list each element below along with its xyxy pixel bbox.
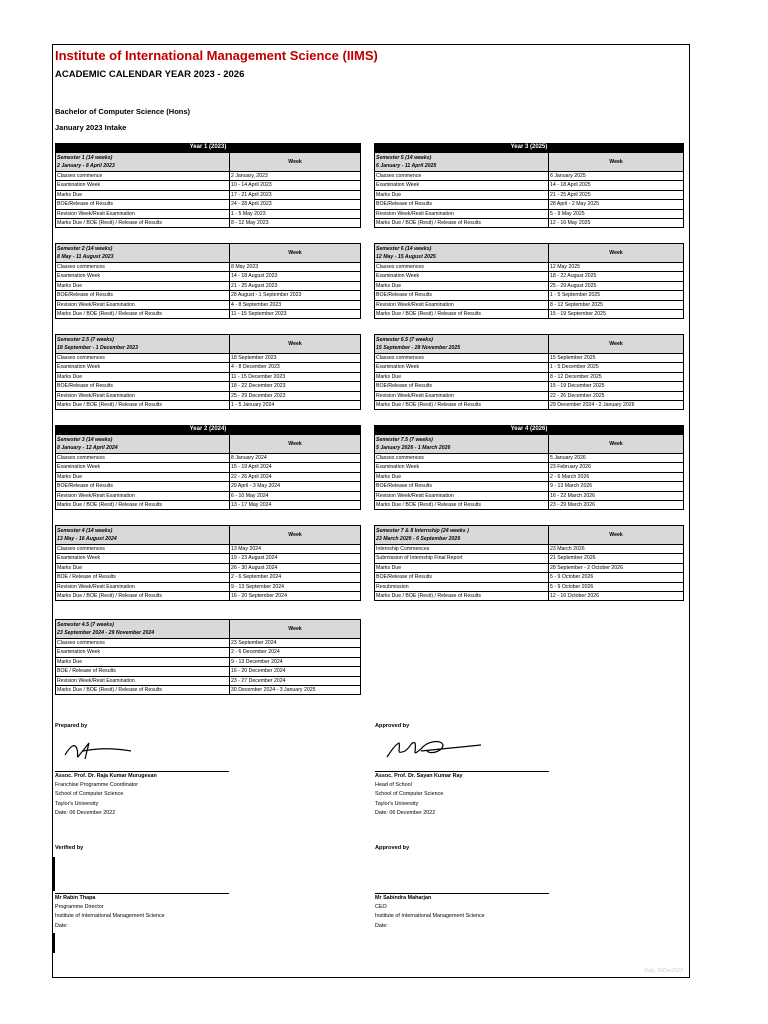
semester-table: [374, 334, 684, 410]
week-column-header: Week: [230, 244, 361, 263]
event-label: Resubmission: [375, 582, 549, 591]
event-label: Examination Week: [56, 272, 230, 281]
semester-table: [374, 152, 684, 228]
table-row: [375, 382, 684, 391]
table-row: [56, 391, 361, 400]
event-date: 16 - 20 December 2024: [230, 667, 361, 676]
event-date: 8 - 12 September 2025: [549, 300, 684, 309]
event-date: 4 - 8 September 2023: [230, 300, 361, 309]
table-row: [56, 657, 361, 666]
table-row: [375, 582, 684, 591]
event-label: BOE/Release of Results: [56, 200, 230, 209]
prepared-details: [55, 772, 157, 818]
event-date: 22 - 26 April 2024: [230, 472, 361, 481]
table-row: [375, 263, 684, 272]
week-column-header: Week: [549, 435, 684, 454]
semester-table: [55, 334, 361, 410]
approved2-line: Institute of International Management Science: [375, 913, 485, 920]
approved2-line: Date:: [375, 922, 388, 929]
table-row: [375, 491, 684, 500]
event-date: 13 - 17 May 2024: [230, 501, 361, 510]
event-label: Marks Due: [375, 190, 549, 199]
semester-dates: 8 January - 12 April 2024: [57, 445, 118, 451]
table-row: [375, 554, 684, 563]
programme-name: Bachelor of Computer Science (Hons): [55, 107, 191, 116]
table-row: [56, 401, 361, 410]
event-label: Revision Week/Resit Examination: [375, 491, 549, 500]
table-row: [56, 472, 361, 481]
approved2-details: [375, 894, 485, 931]
event-date: 30 December 2024 - 3 January 2025: [230, 686, 361, 695]
event-date: 23 September 2024: [230, 639, 361, 648]
approved-line: Head of School: [375, 782, 412, 789]
event-date: 5 - 9 October 2026: [549, 573, 684, 582]
event-label: Revision Week/Resit Examination: [56, 491, 230, 500]
event-label: BOE/Release of Results: [375, 291, 549, 300]
semester-dates: 23 March 2026 - 6 September 2026: [376, 536, 461, 542]
semester-title: Semester 2 (14 weeks): [57, 246, 113, 252]
semester-table: [55, 619, 361, 695]
table-row: [375, 200, 684, 209]
table-row: [56, 667, 361, 676]
semester-dates: 12 May - 15 August 2025: [376, 254, 436, 260]
event-date: 2 - 6 December 2024: [230, 648, 361, 657]
event-label: Marks Due / BOE (Resit) / Release of Results: [375, 401, 549, 410]
approved-details: [375, 772, 462, 818]
event-label: Marks Due / BOE (Resit) / Release of Results: [56, 310, 230, 319]
table-row: [375, 310, 684, 319]
event-label: Marks Due: [375, 472, 549, 481]
event-label: Classes commences: [56, 263, 230, 272]
event-date: 9 - 13 March 2026: [549, 482, 684, 491]
table-row: [56, 639, 361, 648]
table-row: [56, 363, 361, 372]
table-row: [56, 263, 361, 272]
event-date: 6 - 10 May 2024: [230, 491, 361, 500]
event-date: 10 - 14 April 2023: [230, 181, 361, 190]
semester-table: [55, 243, 361, 319]
table-row: [375, 501, 684, 510]
approved-by-label: Approved by: [375, 723, 410, 729]
event-date: 18 - 22 August 2025: [549, 272, 684, 281]
table-row: [56, 463, 361, 472]
semester-heading: [56, 153, 230, 172]
semester-title: Semester 7 & 8 Internship (24 weeks ): [376, 528, 469, 534]
event-label: BOE/Release of Results: [375, 573, 549, 582]
table-row: [375, 472, 684, 481]
event-label: Marks Due: [56, 372, 230, 381]
table-row: [56, 563, 361, 572]
event-label: Revision Week/Resit Examination: [56, 300, 230, 309]
table-row: [56, 491, 361, 500]
event-date: 12 - 16 May 2025: [549, 219, 684, 228]
verified-name: Mr Rabin Thapa: [55, 895, 96, 901]
event-date: 26 - 30 August 2024: [230, 563, 361, 572]
semester-dates: 5 January 2026 - 1 March 2026: [376, 445, 451, 451]
semester-title: Semester 4 (14 weeks): [57, 528, 113, 534]
event-label: Classes commences: [375, 263, 549, 272]
event-date: 21 - 25 August 2023: [230, 281, 361, 290]
table-row: [56, 272, 361, 281]
table-row: [375, 209, 684, 218]
week-column-header: Week: [549, 335, 684, 354]
table-row: [56, 382, 361, 391]
event-date: 28 April - 2 May 2025: [549, 200, 684, 209]
prepared-line: School of Computer Science: [55, 791, 124, 798]
event-label: Marks Due / BOE (Resit) / Release of Results: [56, 501, 230, 510]
event-label: Revision Week/Resit Examination: [56, 209, 230, 218]
event-date: 22 - 26 December 2025: [549, 391, 684, 400]
week-column-header: Week: [549, 244, 684, 263]
table-row: [56, 501, 361, 510]
semester-title: Semester 5 (14 weeks): [376, 155, 432, 161]
table-row: [56, 592, 361, 601]
approved-line: Date: 06 December 2022: [375, 809, 436, 816]
event-date: 9 - 13 December 2024: [230, 657, 361, 666]
table-row: [375, 482, 684, 491]
event-date: 28 September - 2 October 2026: [549, 563, 684, 572]
event-date: 15 - 19 April 2024: [230, 463, 361, 472]
event-date: 11 - 15 September 2023: [230, 310, 361, 319]
week-column-header: Week: [230, 435, 361, 454]
table-row: [375, 354, 684, 363]
year-bar-1: Year 1 (2023): [55, 143, 361, 152]
event-label: Examination Week: [56, 648, 230, 657]
approved-name: Assoc. Prof. Dr. Sayan Kumar Ray: [375, 773, 463, 779]
semester-heading: [56, 335, 230, 354]
event-label: Classes commence: [56, 172, 230, 181]
table-row: [56, 300, 361, 309]
event-date: 1 - 5 September 2025: [549, 291, 684, 300]
event-date: 12 - 16 October 2026: [549, 592, 684, 601]
event-label: Revision Week/Resit Examination: [375, 209, 549, 218]
event-date: 1 - 5 May 2023: [230, 209, 361, 218]
event-date: 25 - 29 August 2025: [549, 281, 684, 290]
table-row: [375, 272, 684, 281]
event-label: Marks Due: [56, 563, 230, 572]
semester-title: Semester 3 (14 weeks): [57, 437, 113, 443]
signature-sayan: [381, 733, 491, 765]
table-row: [56, 676, 361, 685]
approved2-name: Mr Sabindra Maharjan: [375, 895, 432, 901]
semester-heading: [375, 435, 549, 454]
event-date: 5 - 9 May 2025: [549, 209, 684, 218]
semester-title: Semester 4.5 (7 weeks): [57, 622, 114, 628]
semester-dates: 8 May - 11 August 2023: [57, 254, 114, 260]
event-label: Marks Due / BOE (Resit) / Release of Results: [375, 310, 549, 319]
semester-title: Semester 2.5 (7 weeks): [57, 337, 114, 343]
semester-heading: [375, 244, 549, 263]
event-label: Examination Week: [56, 181, 230, 190]
approved-line: Taylor's University: [375, 800, 419, 807]
event-label: BOE/Release of Results: [56, 382, 230, 391]
week-column-header: Week: [549, 526, 684, 545]
signature-raja: [61, 735, 141, 765]
semester-heading: [375, 153, 549, 172]
event-date: 18 - 22 December 2023: [230, 382, 361, 391]
week-column-header: Week: [230, 153, 361, 172]
semester-heading: [375, 335, 549, 354]
semester-title: Semester 1 (14 weeks): [57, 155, 113, 161]
semester-heading: [56, 244, 230, 263]
event-label: Marks Due: [375, 563, 549, 572]
intake-label: January 2023 Intake: [55, 123, 127, 132]
event-label: Examination Week: [56, 363, 230, 372]
table-row: [375, 281, 684, 290]
event-label: Classes commences: [56, 639, 230, 648]
semester-table: [374, 243, 684, 319]
event-date: 29 December 2024 - 2 January 2026: [549, 401, 684, 410]
semester-dates: 18 September - 1 December 2023: [57, 345, 139, 351]
table-row: [56, 200, 361, 209]
table-row: [56, 454, 361, 463]
event-date: 12 May 2025: [549, 263, 684, 272]
event-date: 2 January, 2023: [230, 172, 361, 181]
verified-line: Date:: [55, 922, 68, 929]
verified-by-label: Verified by: [55, 845, 84, 851]
verified-line: Programme Director: [55, 904, 104, 911]
event-date: 6 January 2025: [549, 172, 684, 181]
table-row: [375, 172, 684, 181]
year-bar-3: Year 3 (2025): [374, 143, 684, 152]
semester-heading: [56, 435, 230, 454]
approved-line: School of Computer Science: [375, 791, 444, 798]
verified-line: Institute of International Management Science: [55, 913, 165, 920]
table-row: [375, 454, 684, 463]
event-date: 4 - 8 December 2023: [230, 363, 361, 372]
semester-title: Semester 6 (14 weeks): [376, 246, 432, 252]
table-row: [56, 291, 361, 300]
event-label: Marks Due: [56, 281, 230, 290]
event-label: Classes commences: [375, 454, 549, 463]
semester-title: Semester 7.5 (7 weeks): [376, 437, 433, 443]
event-date: 16 - 22 March 2026: [549, 491, 684, 500]
event-label: Marks Due: [56, 472, 230, 481]
event-label: Marks Due / BOE (Resit) / Release of Results: [375, 501, 549, 510]
semester-table: [55, 152, 361, 228]
event-label: Marks Due: [375, 372, 549, 381]
event-label: Examination Week: [375, 272, 549, 281]
event-date: 15 September 2025: [549, 354, 684, 363]
table-row: [56, 686, 361, 695]
prepared-line: Date: 06 December 2022: [55, 809, 116, 816]
event-date: 23 March 2026: [549, 545, 684, 554]
event-label: Examination Week: [56, 554, 230, 563]
event-label: BOE / Release of Results: [56, 573, 230, 582]
event-label: Marks Due / BOE (Resit) / Release of Results: [56, 219, 230, 228]
verified-details: [55, 894, 165, 931]
table-row: [375, 291, 684, 300]
event-date: 18 September 2023: [230, 354, 361, 363]
semester-title: Semester 6.5 (7 weeks): [376, 337, 433, 343]
table-row: [375, 300, 684, 309]
event-date: 8 January 2024: [230, 454, 361, 463]
semester-dates: 2 January - 8 April 2023: [57, 163, 115, 169]
event-date: 19 - 23 August 2024: [230, 554, 361, 563]
event-date: 5 January 2026: [549, 454, 684, 463]
event-date: 23 - 29 March 2026: [549, 501, 684, 510]
table-row: [56, 372, 361, 381]
approved-by-label-2: Approved by: [375, 845, 410, 851]
table-row: [56, 310, 361, 319]
event-label: Internship Commences: [375, 545, 549, 554]
event-label: Submission of Internship Final Report: [375, 554, 549, 563]
table-row: [375, 573, 684, 582]
table-row: [56, 545, 361, 554]
event-date: 2 - 6 September 2024: [230, 573, 361, 582]
event-label: Revision Week/Resit Examination: [375, 300, 549, 309]
prepared-line: Taylor's University: [55, 800, 99, 807]
table-row: [375, 463, 684, 472]
event-date: 15 - 19 September 2025: [549, 310, 684, 319]
year-bar-2: Year 2 (2024): [55, 425, 361, 434]
week-column-header: Week: [230, 526, 361, 545]
event-label: Classes commences: [56, 354, 230, 363]
event-date: 23 February 2026: [549, 463, 684, 472]
week-column-header: Week: [230, 335, 361, 354]
table-row: [56, 573, 361, 582]
table-row: [56, 582, 361, 591]
event-label: Marks Due: [375, 281, 549, 290]
approved2-line: CEO: [375, 904, 387, 911]
table-row: [375, 545, 684, 554]
event-date: 11 - 15 December 2023: [230, 372, 361, 381]
event-label: Marks Due / BOE (Resit) / Release of Results: [56, 401, 230, 410]
table-row: [56, 482, 361, 491]
table-row: [375, 190, 684, 199]
table-row: [375, 401, 684, 410]
event-label: BOE/Release of Results: [375, 200, 549, 209]
event-label: Marks Due / BOE (Resit) / Release of Results: [375, 592, 549, 601]
event-label: Marks Due / BOE (Resit) / Release of Results: [375, 219, 549, 228]
semester-heading: [56, 526, 230, 545]
table-row: [375, 363, 684, 372]
event-date: 8 - 12 May 2023: [230, 219, 361, 228]
table-row: [56, 190, 361, 199]
event-label: BOE/Release of Results: [375, 382, 549, 391]
table-row: [56, 648, 361, 657]
event-date: 29 April - 3 May 2024: [230, 482, 361, 491]
event-date: 9 - 13 September 2024: [230, 582, 361, 591]
semester-dates: 23 September 2024 - 29 November 2024: [57, 630, 155, 636]
table-row: [56, 209, 361, 218]
calendar-page: [52, 44, 690, 978]
table-row: [56, 219, 361, 228]
event-label: Classes commences: [56, 454, 230, 463]
event-date: 28 August - 1 September 2023: [230, 291, 361, 300]
event-label: Marks Due: [56, 657, 230, 666]
event-label: Classes commences: [56, 545, 230, 554]
table-row: [56, 354, 361, 363]
table-row: [375, 181, 684, 190]
prepared-name: Assoc. Prof. Dr. Raja Kumar Murugesan: [55, 773, 157, 779]
semester-table: [55, 434, 361, 510]
table-row: [375, 391, 684, 400]
margin-bar: [53, 857, 55, 891]
event-date: 24 - 28 April 2023: [230, 200, 361, 209]
event-date: 21 September 2026: [549, 554, 684, 563]
event-date: 14 - 18 April 2025: [549, 181, 684, 190]
event-label: Revision Week/Resit Examination: [56, 676, 230, 685]
event-label: BOE/Release of Results: [56, 482, 230, 491]
table-row: [56, 181, 361, 190]
event-label: Revision Week/Resit Examination: [56, 582, 230, 591]
prepared-by-label: Prepared by: [55, 723, 88, 729]
event-label: Marks Due: [56, 190, 230, 199]
semester-table: [55, 525, 361, 601]
event-date: 21 - 25 April 2025: [549, 190, 684, 199]
event-label: Revision Week/Resit Examination: [375, 391, 549, 400]
footer-note: Raja_06Dec2022: [644, 968, 683, 974]
semester-dates: 13 May - 16 August 2024: [57, 536, 117, 542]
event-label: Revision Week/Resit Examination: [56, 391, 230, 400]
table-row: [56, 172, 361, 181]
event-label: BOE / Release of Results: [56, 667, 230, 676]
event-date: 8 - 12 December 2025: [549, 372, 684, 381]
event-label: Examination Week: [56, 463, 230, 472]
event-label: Classes commence: [375, 172, 549, 181]
event-label: BOE/Release of Results: [56, 291, 230, 300]
semester-heading: [375, 526, 549, 545]
calendar-title: ACADEMIC CALENDAR YEAR 2023 - 2026: [55, 69, 245, 80]
event-date: 15 - 19 December 2025: [549, 382, 684, 391]
institution-title: Institute of International Management Science (IIMS): [55, 48, 378, 63]
event-label: Examination Week: [375, 463, 549, 472]
event-date: 23 - 27 December 2024: [230, 676, 361, 685]
semester-dates: 15 September - 28 November 2025: [376, 345, 461, 351]
semester-dates: 6 January - 11 April 2025: [376, 163, 437, 169]
table-row: [375, 592, 684, 601]
table-row: [375, 372, 684, 381]
event-date: 17 - 21 April 2023: [230, 190, 361, 199]
week-column-header: Week: [230, 620, 361, 639]
event-label: Marks Due / BOE (Resit) / Release of Results: [56, 686, 230, 695]
event-date: 16 - 20 September 2024: [230, 592, 361, 601]
semester-heading: [56, 620, 230, 639]
event-label: Classes commences: [375, 354, 549, 363]
prepared-line: Franchise Programme Coordinator: [55, 782, 138, 789]
event-date: 5 - 9 October 2026: [549, 582, 684, 591]
event-label: BOE/Release of Results: [375, 482, 549, 491]
event-label: Marks Due / BOE (Resit) / Release of Results: [56, 592, 230, 601]
year-bar-4: Year 4 (2026): [374, 425, 684, 434]
event-label: Examination Week: [375, 363, 549, 372]
event-date: 8 May 2023: [230, 263, 361, 272]
table-row: [375, 219, 684, 228]
event-date: 1 - 5 December 2025: [549, 363, 684, 372]
event-date: 25 - 29 December 2023: [230, 391, 361, 400]
table-row: [56, 281, 361, 290]
event-date: 2 - 6 March 2026: [549, 472, 684, 481]
semester-table: [374, 525, 684, 601]
week-column-header: Week: [549, 153, 684, 172]
margin-bar: [53, 933, 55, 953]
event-date: 14 - 18 August 2023: [230, 272, 361, 281]
table-row: [375, 563, 684, 572]
semester-table: [374, 434, 684, 510]
event-date: 1 - 5 January 2024: [230, 401, 361, 410]
event-label: Examination Week: [375, 181, 549, 190]
event-date: 13 May 2024: [230, 545, 361, 554]
table-row: [56, 554, 361, 563]
